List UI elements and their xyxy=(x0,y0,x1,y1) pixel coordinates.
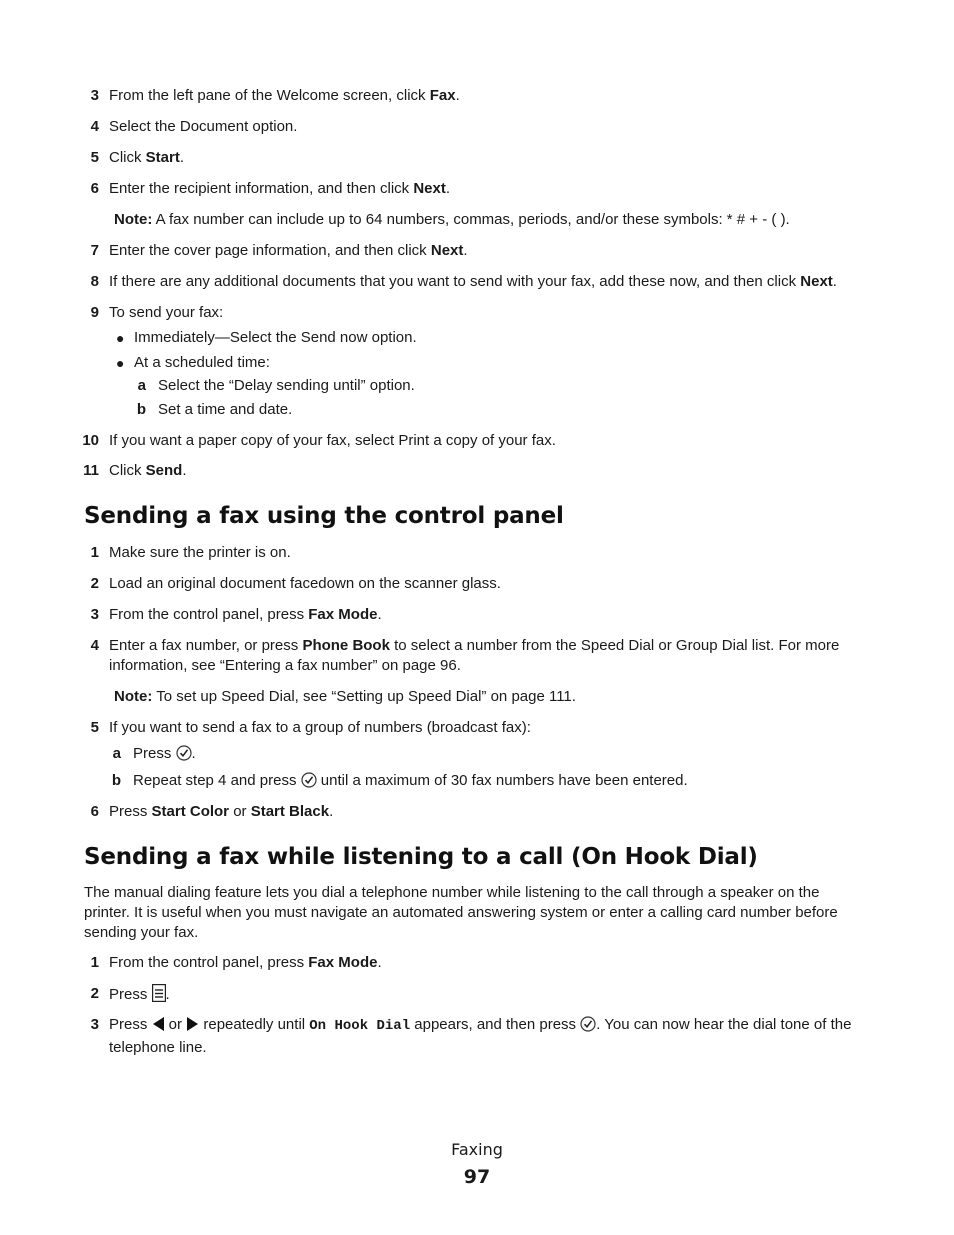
step-text: Select the Document option. xyxy=(109,118,298,135)
section-heading-control-panel: Sending a fax using the control panel xyxy=(84,503,564,529)
bullet-text: At a scheduled time: xyxy=(134,354,270,371)
step-number: 5 xyxy=(90,719,99,736)
step-number: 1 xyxy=(90,954,99,971)
bullet-text: Immediately—Select the Send now option. xyxy=(134,329,417,346)
note-text: A fax number can include up to 64 numbers, commas, periods, and/or these symbols: * # + - ( ). xyxy=(152,211,790,228)
check-button-icon xyxy=(301,772,317,794)
step-number: 6 xyxy=(90,180,99,197)
step-number: 2 xyxy=(90,575,99,592)
note-label: Note: xyxy=(114,688,153,705)
note-label: Note: xyxy=(114,211,153,228)
step-number: 4 xyxy=(90,637,99,654)
step-text: Make sure the printer is on. xyxy=(109,544,291,561)
substep-text: Set a time and date. xyxy=(158,401,293,418)
bullet-icon: ● xyxy=(116,355,125,371)
step-text: To send your fax: xyxy=(109,304,224,321)
step-number: 9 xyxy=(90,304,99,321)
step-number: 10 xyxy=(82,432,99,449)
substep-letter: b xyxy=(111,772,121,789)
step-text: Load an original document facedown on the scanner glass. xyxy=(109,575,501,592)
step-number: 1 xyxy=(90,544,99,561)
step-number: 3 xyxy=(90,1016,99,1033)
display-text-on-hook-dial: On Hook Dial xyxy=(309,1018,411,1034)
substep-letter: b xyxy=(136,401,146,418)
left-arrow-icon xyxy=(152,1016,165,1038)
footer-section-label: Faxing xyxy=(451,1140,503,1159)
bullet-icon: ● xyxy=(116,330,125,346)
step-number: 7 xyxy=(90,242,99,259)
section-heading-on-hook-dial: Sending a fax while listening to a call (On Hook Dial) xyxy=(84,844,758,870)
step-number: 3 xyxy=(90,87,99,104)
step-number: 8 xyxy=(90,273,99,290)
note-text: To set up Speed Dial, see “Setting up Speed Dial” on page 111. xyxy=(152,688,576,705)
step-text: From the left pane of the Welcome screen, click xyxy=(109,87,430,104)
step-number: 3 xyxy=(90,606,99,623)
substep-text: Select the “Delay sending until” option. xyxy=(158,377,415,394)
step-number: 4 xyxy=(90,118,99,135)
substep-letter: a xyxy=(112,745,121,762)
check-button-icon xyxy=(580,1016,596,1038)
step-bold: Fax xyxy=(429,87,456,104)
intro-paragraph: The manual dialing feature lets you dial a telephone number while listening to the call through a speaker on the printer. It is useful when you must navigate an automated answering system or enter a calling card number before sending your fax. xyxy=(84,884,838,941)
right-arrow-icon xyxy=(186,1016,199,1038)
step-number: 6 xyxy=(90,803,99,820)
step-text: If you want to send a fax to a group of numbers (broadcast fax): xyxy=(109,719,531,736)
page-number: 97 xyxy=(463,1166,491,1188)
step-number: 2 xyxy=(90,985,99,1002)
step-number: 5 xyxy=(90,149,99,166)
step-text: If you want a paper copy of your fax, select Print a copy of your fax. xyxy=(109,432,556,449)
check-button-icon xyxy=(176,745,192,767)
menu-button-icon xyxy=(152,984,166,1008)
step-number: 11 xyxy=(83,462,99,479)
substep-letter: a xyxy=(137,377,146,394)
